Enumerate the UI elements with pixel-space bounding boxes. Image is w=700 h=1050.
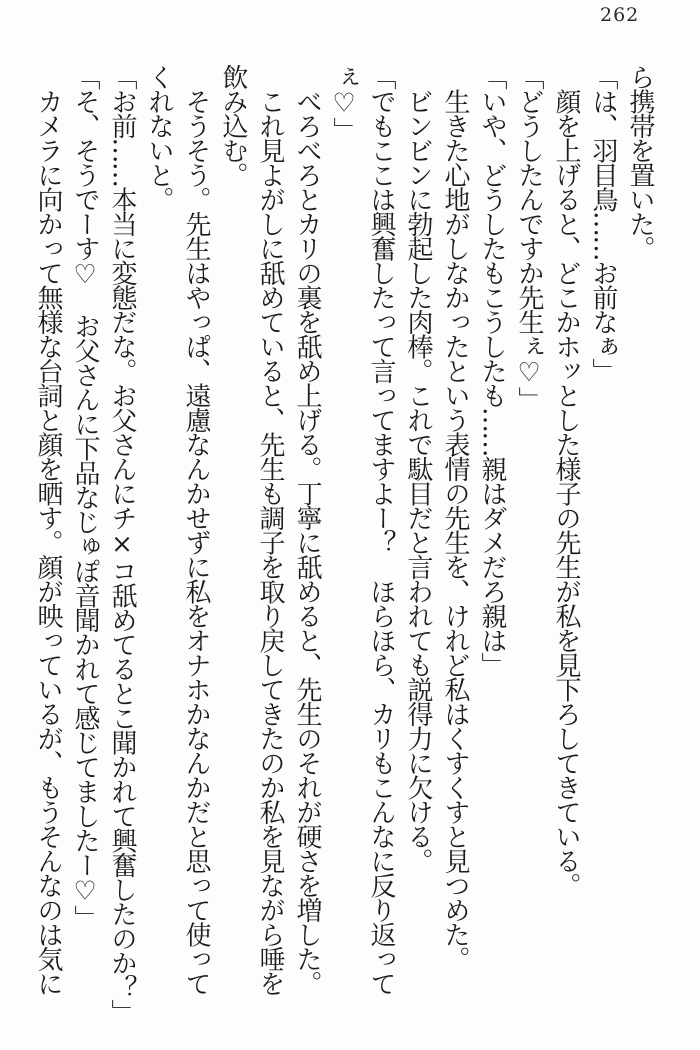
page-number: 262 — [600, 4, 640, 26]
text-column: 「どうしたんですか先生ぇ♡」 — [514, 64, 544, 411]
text-column: べろべろとカリの裏を舐め上げる。丁寧に舐めると、先生のそれが硬さを増した。 — [292, 64, 322, 995]
text-column: これ見よがしに舐めていると、先生も調子を取り戻してきたのか私を見ながら唾を — [255, 64, 285, 995]
text-column: 「いや、どうしたもこうしたも……親はダメだろ親は」 — [477, 64, 507, 677]
text-column: 「は、羽目鳥……お前なぁ」 — [588, 64, 618, 383]
text-column: カメラに向かって無様な台詞と顔を晒す。顔が映っているが、もうそんなのは気に — [33, 64, 63, 995]
text-column: 生きた心地がしなかったという表情の先生を、けれど私はくすくすと見つめた。 — [440, 64, 470, 971]
text-column: そうそう。先生はやっぱ、遠慮なんかせずに私をオナホかなんかだと思って使って — [181, 64, 211, 995]
text-column: 飲み込む。 — [218, 64, 248, 187]
text-column: 「お前……本当に変態だな。お父さんにチ×コ舐めてるとこ聞かれて興奮したのか？」 — [107, 64, 137, 1024]
text-column: ビンビンに勃起した肉棒。これで駄目だと言われても説得力に欠ける。 — [403, 64, 433, 873]
text-column: ら携帯を置いた。 — [625, 64, 655, 260]
text-column: ぇ♡」 — [329, 64, 359, 142]
text-column: 顔を上げると、どこかホッとした様子の先生が私を見下ろしてきている。 — [551, 64, 581, 897]
text-block — [28, 64, 658, 1024]
text-column: くれないと。 — [144, 64, 174, 211]
text-column: 「そ、そうでーす♡ お父さんに下品なじゅぽ音聞かれて感じてましたー♡」 — [70, 64, 100, 930]
text-column: 「でもここは興奮したって言ってますよー？ ほらほら、カリもこんなに反り返って — [366, 64, 396, 995]
